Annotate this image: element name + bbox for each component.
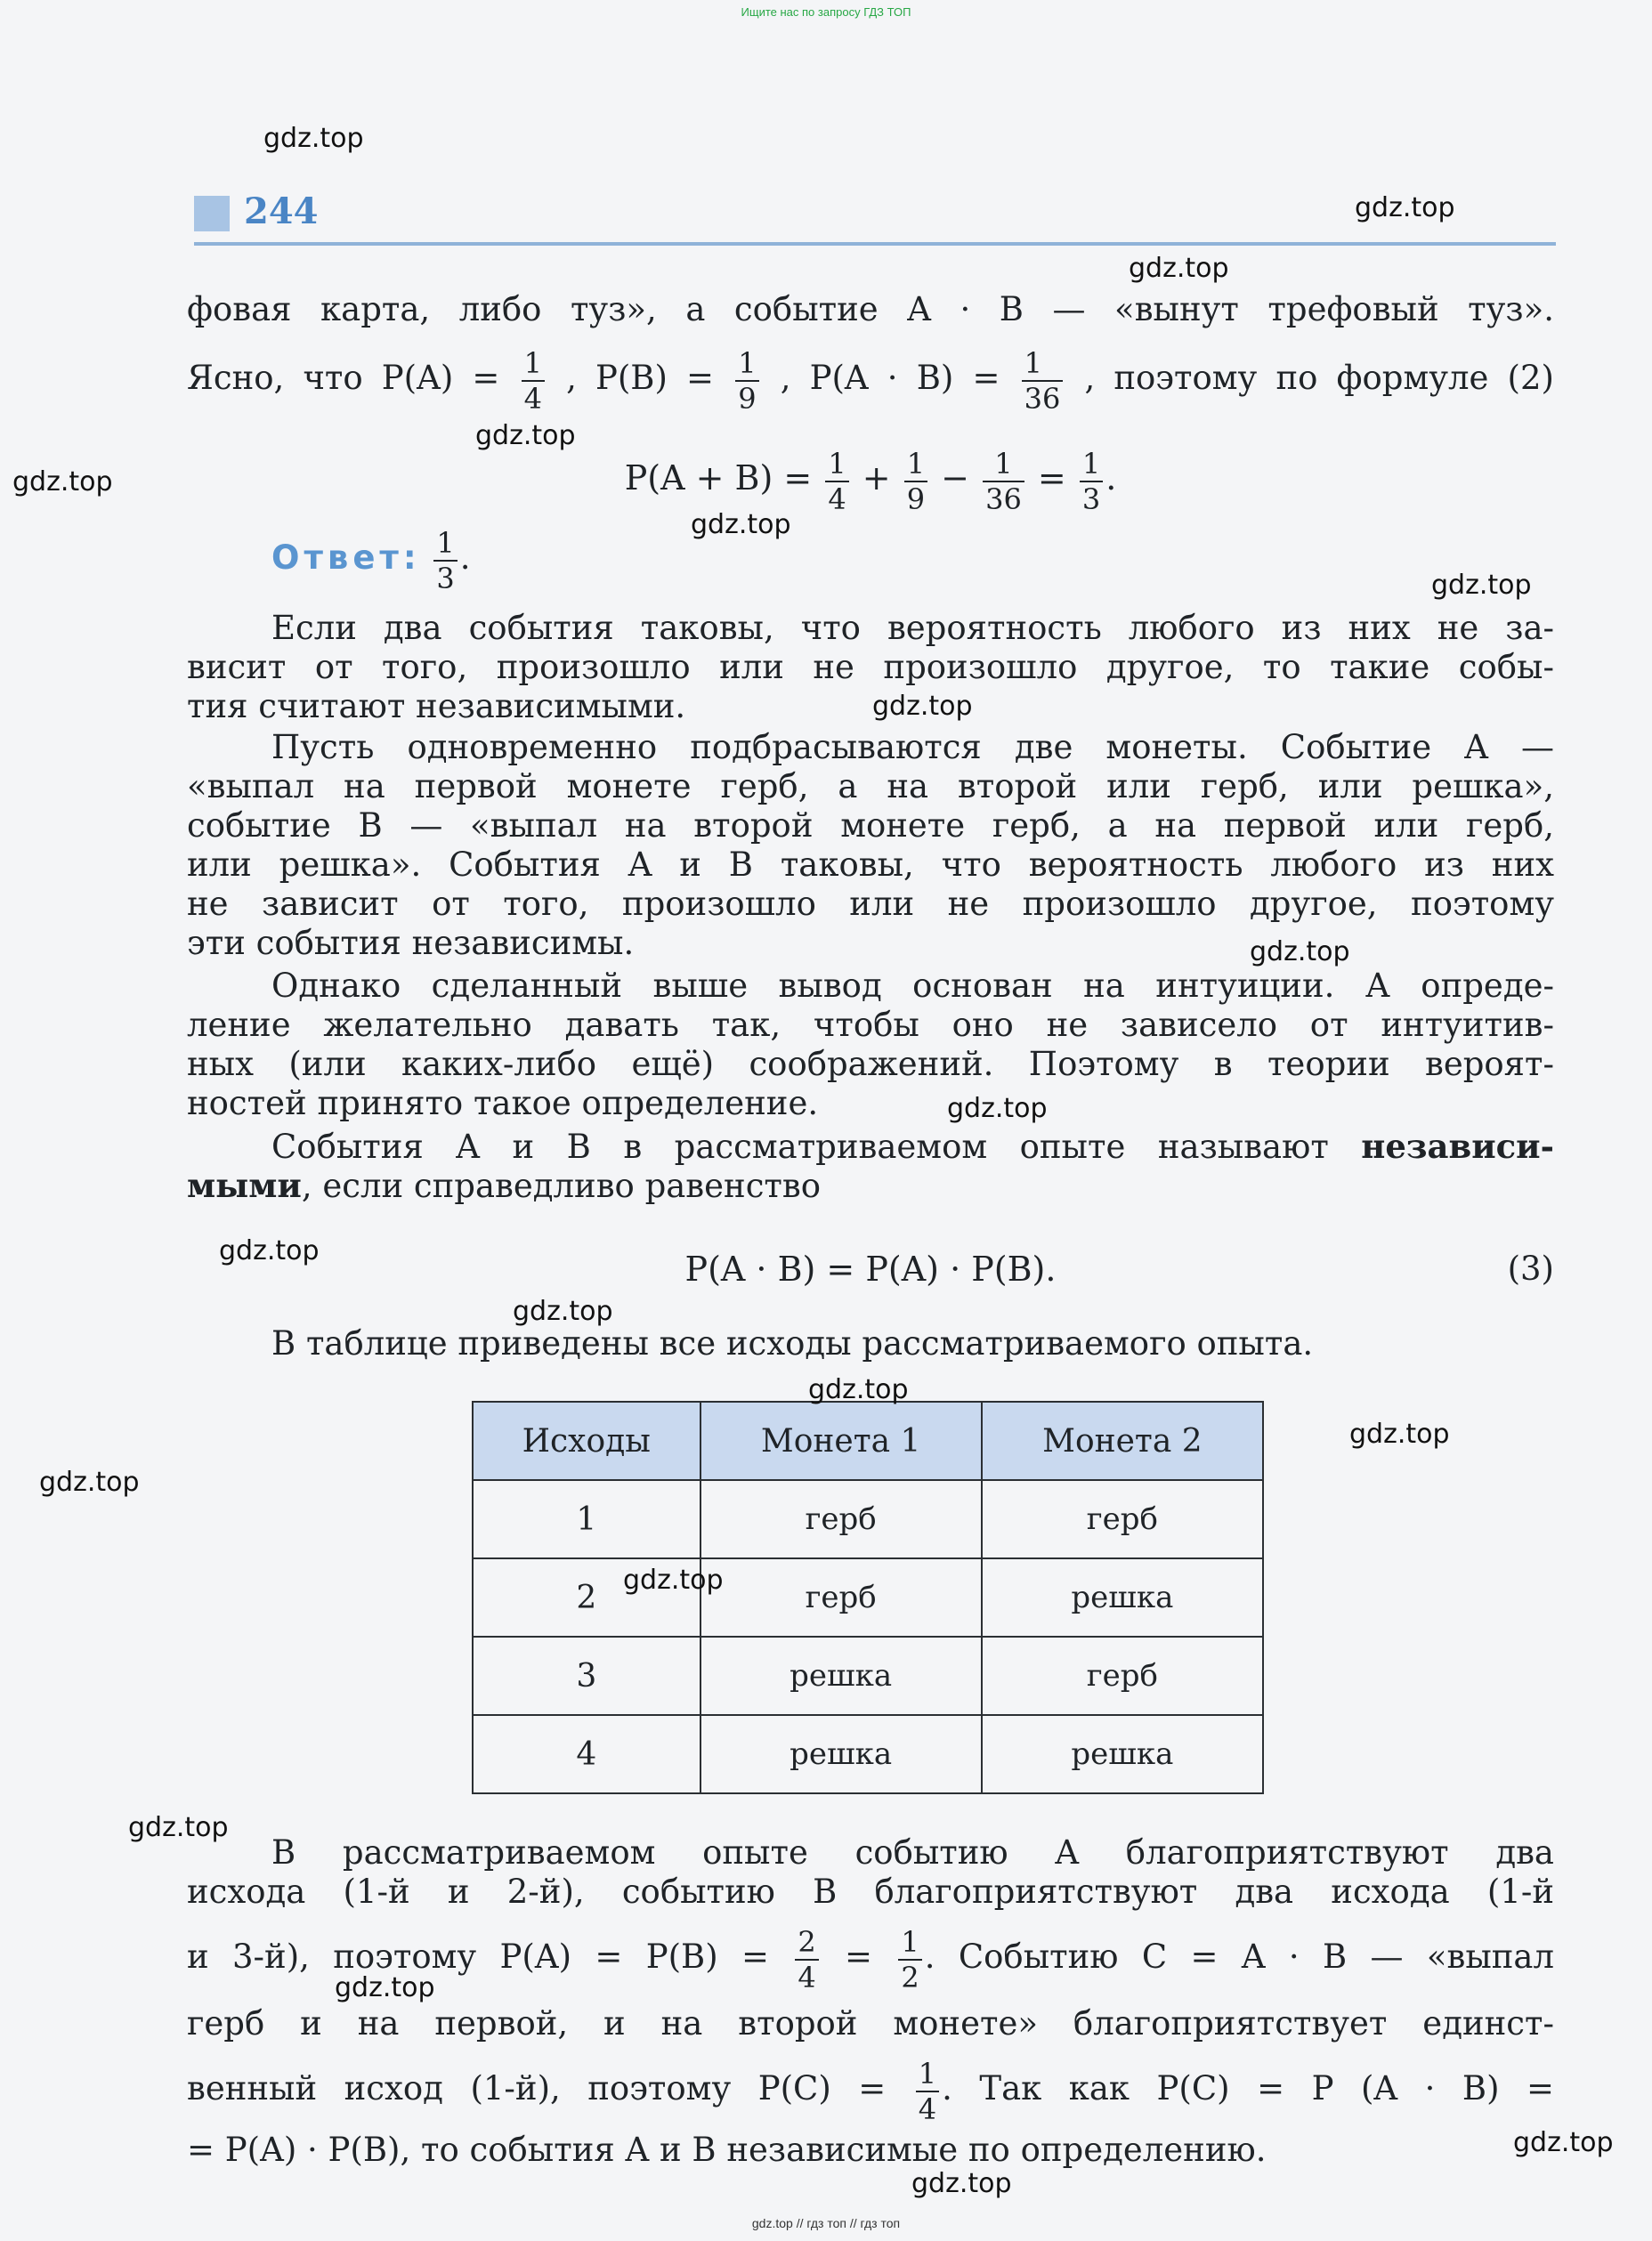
watermark: gdz.top: [1349, 1419, 1450, 1450]
fraction: $\frac{2}{4}$: [795, 1928, 818, 1992]
text-line: мыми, если справедливо равенство: [187, 1166, 821, 1205]
paragraph-conclusion: [187, 1833, 1554, 1912]
text-span: , P(A · B) =: [780, 359, 1000, 397]
fraction: $\frac{1}{4}$: [522, 349, 545, 413]
text-span: , поэтому по формуле (2): [1084, 359, 1554, 397]
table-header-row: [473, 1402, 1263, 1480]
paragraph-1: [187, 290, 1554, 329]
table-cell: 4: [473, 1715, 700, 1793]
text-line: герб и на первой, и на второй монете» благоприятствует единст-: [187, 2004, 1554, 2043]
formula-text: P(A · B) = P(A) · P(B).: [684, 1250, 1057, 1289]
page-number: 244: [244, 190, 319, 232]
watermark: gdz.top: [219, 1235, 320, 1266]
text-line: «выпал на первой монете герб, а на второй или герб, или решка»,: [187, 767, 1554, 805]
fraction: $\frac{1}{2}$: [898, 1928, 921, 1992]
table-cell: решка: [982, 1558, 1263, 1637]
table-row: [473, 1715, 1263, 1793]
text-line: исхода (1-й и 2-й), событию B благоприятствуют два исхода (1-й: [187, 1873, 1554, 1911]
text-line: ностей принято такое определение.: [187, 1084, 819, 1122]
top-banner: Ищите нас по запросу ГДЗ ТОП: [741, 5, 911, 19]
text-line: = P(A) · P(B), то события A и B независимые по определению.: [187, 2131, 1267, 2169]
text-line: В рассматриваемом опыте событию A благоприятствуют два: [271, 1833, 1554, 1872]
table-header: Монета 2: [982, 1402, 1263, 1480]
table-row: [473, 1637, 1263, 1715]
watermark: gdz.top: [128, 1812, 229, 1843]
text-line: В таблице приведены все исходы рассматриваемого опыта.: [271, 1324, 1314, 1363]
watermark: gdz.top: [335, 1972, 435, 2003]
answer: Ответ: $\frac{1}{3}$ .: [271, 525, 471, 595]
watermark: gdz.top: [947, 1093, 1048, 1124]
fraction: $\frac{1}{3}$: [433, 529, 457, 593]
operator: −: [941, 458, 969, 498]
table-header: Монета 1: [700, 1402, 982, 1480]
text-line: событие B — «выпал на второй монете герб, а на первой или герб,: [187, 806, 1554, 845]
footer-banner: gdz.top // гдз топ // гдз топ: [751, 2216, 901, 2230]
fraction: $\frac{1}{9}$: [904, 449, 927, 514]
table-cell: решка: [982, 1715, 1263, 1793]
text-line: События A и B в рассматриваемом опыте называют независи-: [271, 1127, 1554, 1166]
table-cell: герб: [982, 1480, 1263, 1558]
watermark: gdz.top: [1250, 936, 1350, 967]
paragraph-conclusion-line-5: венный исход (1-й), поэтому P(C) = $\frac{1}{4}$ . Так как P(C) = P (A · B) =: [187, 2056, 1554, 2126]
text-line: Если два события таковы, что вероятность любого из них не за-: [271, 609, 1554, 647]
text-line: Пусть одновременно подбрасываются две монеты. Событие A —: [271, 728, 1554, 766]
fraction: $\frac{1}{36}$: [1022, 349, 1064, 413]
text-line: ление желательно давать так, чтобы оно не зависело от интуитив-: [187, 1006, 1554, 1044]
watermark: gdz.top: [1129, 253, 1229, 284]
fraction: $\frac{1}{36}$: [983, 449, 1024, 514]
text-line: не зависит от того, произошло или не произошло другое, поэтому: [187, 885, 1554, 923]
fraction: $\frac{1}{4}$: [825, 449, 848, 514]
text-line: тия считают независимыми.: [187, 687, 686, 725]
paragraph-table-intro: [187, 1324, 1554, 1363]
table-cell: решка: [700, 1637, 982, 1715]
paragraph-definition: [187, 1127, 1554, 1205]
watermark: gdz.top: [39, 1467, 140, 1498]
formula-independence: [187, 1242, 1554, 1296]
watermark: gdz.top: [872, 691, 973, 722]
table-row: [473, 1480, 1263, 1558]
watermark: gdz.top: [911, 2168, 1012, 2199]
table-header: Исходы: [473, 1402, 700, 1480]
table-cell: решка: [700, 1715, 982, 1793]
paragraph-coins: [187, 728, 1554, 963]
text-span: Ясно, что P(A) =: [187, 359, 500, 397]
watermark: gdz.top: [691, 509, 791, 540]
fraction: $\frac{1}{9}$: [735, 349, 758, 413]
outcomes-table: [472, 1401, 1264, 1794]
text-span: , P(B) =: [566, 359, 715, 397]
table-cell: 3: [473, 1637, 700, 1715]
table-cell: герб: [700, 1480, 982, 1558]
table-cell: герб: [982, 1637, 1263, 1715]
table-cell: 1: [473, 1480, 700, 1558]
term-bold: мыми: [187, 1166, 302, 1205]
fraction: $\frac{1}{4}$: [916, 2059, 939, 2124]
watermark: gdz.top: [513, 1296, 613, 1327]
formula-lhs: P(A + B) =: [624, 458, 813, 498]
paragraph-intuition: [187, 967, 1554, 1123]
formula-sum: P(A + B) = $\frac{1}{4}$ + $\frac{1}{9}$ − $\frac{1}{36}$ = $\frac{1}{3}$ .: [624, 446, 1117, 516]
header-rule: [194, 242, 1556, 246]
paragraph-conclusion-line-6: [187, 2131, 1554, 2170]
text-line: Однако сделанный выше вывод основан на интуиции. А опреде-: [271, 967, 1554, 1005]
watermark: gdz.top: [12, 466, 113, 498]
watermark: gdz.top: [263, 123, 364, 154]
fraction: $\frac{1}{3}$: [1080, 449, 1103, 514]
operator: =: [1037, 458, 1066, 498]
text-line: висит от того, произошло или не произошло другое, то такие собы-: [187, 648, 1554, 686]
paragraph-conclusion-line-3: и 3-й), поэтому P(A) = P(B) = $\frac{2}{4}$ = $\frac{1}{2}$ . Событию C = A · B — «выпал: [187, 1924, 1554, 1994]
table-cell: 2: [473, 1558, 700, 1637]
watermark: gdz.top: [1431, 570, 1532, 601]
paragraph-1-line-2: [187, 345, 1554, 416]
paragraph-conclusion-line-4: [187, 2004, 1554, 2043]
watermark: gdz.top: [1513, 2127, 1614, 2158]
paragraph-definition-intro: [187, 609, 1554, 726]
table-cell: герб: [700, 1558, 982, 1637]
text-line: эти события независимы.: [187, 924, 635, 962]
text-line: фовая карта, либо туз», а событие A · B — «вынут трефовый туз».: [187, 290, 1554, 328]
answer-label: Ответ:: [271, 538, 421, 577]
equation-number: (3): [1507, 1250, 1554, 1288]
watermark: gdz.top: [623, 1565, 724, 1596]
term-bold: независи-: [1361, 1127, 1554, 1166]
operator: +: [862, 458, 891, 498]
page-number-marker: [194, 196, 230, 231]
watermark: gdz.top: [808, 1374, 909, 1405]
watermark: gdz.top: [1355, 192, 1455, 223]
text-line: ных (или каких-либо ещё) соображений. Поэтому в теории вероят-: [187, 1045, 1554, 1083]
table-row: [473, 1558, 1263, 1637]
watermark: gdz.top: [475, 420, 576, 451]
text-line: или решка». События A и B таковы, что вероятность любого из них: [187, 845, 1554, 884]
